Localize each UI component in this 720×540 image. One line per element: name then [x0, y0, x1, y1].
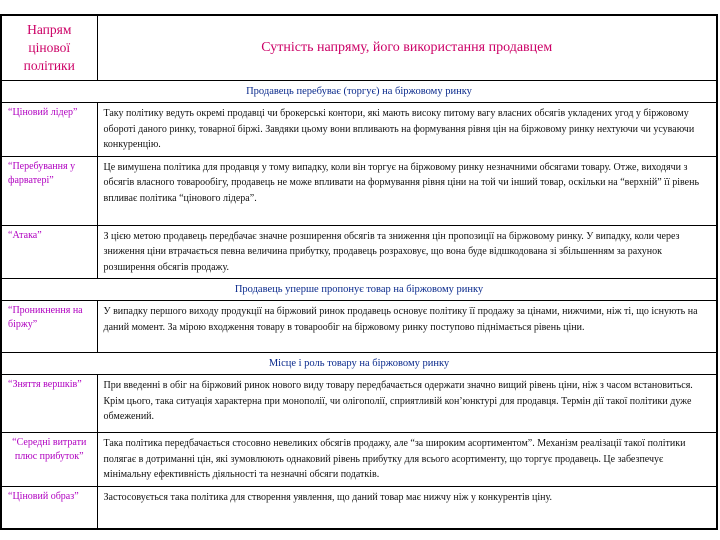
policy-term: “Перебування у фарватері” [1, 156, 97, 225]
section-title: Продавець перебуває (торгує) на біржовому ринку [1, 81, 717, 103]
section-row [1, 81, 717, 103]
section-title: Місце і роль товару на біржовому ринку [1, 353, 717, 375]
policy-description: Застосовується така політика для створення уявлення, що даний товар має нижчу ніж у конкурентів ціну. [97, 486, 717, 529]
policy-description: При введенні в обіг на біржовий ринок нового виду товару передбачається одержати значно вищий рівень ціни, ніж з часом встановиться. Крім цього, така ситуація характерна при монополії, чи олігополії, сприятливій кон’юнктурі для продавця. Термін дії такої політики дуже обмежений. [97, 375, 717, 433]
policy-description: Така політика передбачається стосовно невеликих обсягів продажу, але “за широким асортиментом”. Механізм реалізації такої політики полягає в дотриманні цін, які зумовлюють однаковий рівень прибутку для всього асортименту, що торгує продавець. Це забезпечує мінімальну ефективність діяльності та незначні обсяги податків. [97, 433, 717, 487]
policy-term: “Проникнення на біржу” [1, 301, 97, 353]
table-row [1, 156, 717, 225]
policy-description: Це вимушена політика для продавця у тому випадку, коли він торгує на біржовому ринку незначними обсягами товару. Отже, виходячи з обсягів власного товарообігу, продавець не може впливати на формування рівня ціни на той чи інший товар, оскільки на “верхній” її рівень впливає політика “цінового лідера”. [97, 156, 717, 225]
policy-term: “Атака” [1, 225, 97, 279]
pricing-policy-table [0, 14, 718, 530]
header-essence: Сутність напряму, його використання продавцем [97, 15, 717, 81]
table-header-row [1, 15, 717, 81]
section-title: Продавець уперше пропонує товар на біржовому ринку [1, 279, 717, 301]
section-row [1, 353, 717, 375]
table-row [1, 375, 717, 433]
policy-description: З цією метою продавець передбачає значне розширення обсягів та зниження цін пропозиції на біржовому ринку. У випадку, коли через зниження ціни втрачається певна величина прибутку, продавець розраховує, що вона буде відшкодована зі збільшенням за рахунок розширення обсягів продажу. [97, 225, 717, 279]
table-row [1, 301, 717, 353]
policy-term: “Ціновий лідер” [1, 103, 97, 157]
table-row [1, 433, 717, 487]
table-row [1, 225, 717, 279]
header-policy-direction: Напрям цінової політики [1, 15, 97, 81]
table-row [1, 486, 717, 529]
section-row [1, 279, 717, 301]
policy-description: Таку політику ведуть окремі продавці чи брокерські контори, які мають високу питому вагу власних обсягів укладених угод у біржовому обороті даного ринку, товарної біржі. Завдяки цьому вони впливають на формування рівня цін на біржовому ринку нехтуючи чи усуваючи конкуренцію. [97, 103, 717, 157]
table-row [1, 103, 717, 157]
policy-term: “Ціновий образ” [1, 486, 97, 529]
policy-term: “Середні витрати плюс прибуток” [1, 433, 97, 487]
policy-description: У випадку першого виходу продукції на біржовий ринок продавець основує політику її продажу за цінами, нижчими, ніж ті, що існують на даний момент. За мірою входження товару в товарообіг на біржовому ринку поступово піднімається рівень ціни. [97, 301, 717, 353]
policy-term: “Зняття вершків” [1, 375, 97, 433]
